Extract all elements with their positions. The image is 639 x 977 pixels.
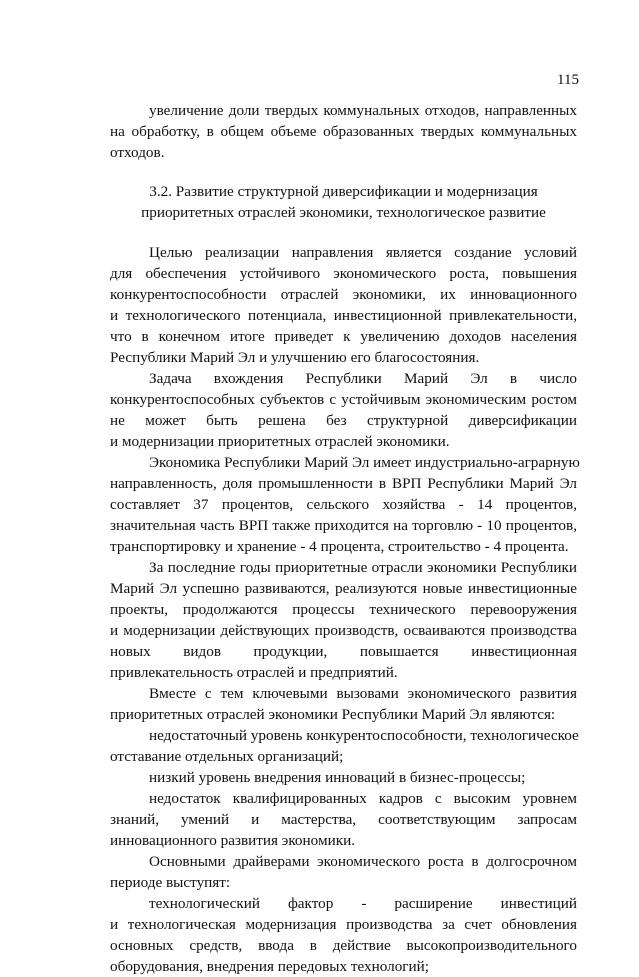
text-line: низкий уровень внедрения инноваций в бизнес-процессы; [149,769,526,786]
text-line: на обработку, в общем объеме образованных твердых коммунальных [110,123,577,140]
text-line: что в конечном итоге приведет к увеличению доходов населения [110,328,577,345]
section-heading-line: приоритетных отраслей экономики, технологическое развитие [141,204,546,221]
text-line: технологический фактор - расширение инвестиций [149,895,577,912]
text-line: для обеспечения устойчивого экономического роста, повышения [110,265,577,282]
text-line: недостаточный уровень конкурентоспособности, технологическое [149,727,579,744]
text-line: Экономика Республики Марий Эл имеет индустриально-аграрную [149,454,580,471]
text-line: не может быть решена без структурной диверсификации [110,412,577,429]
text-line: увеличение доли твердых коммунальных отходов, направленных [149,102,577,119]
text-line: Основными драйверами экономического роста в долгосрочном [149,853,577,870]
text-line: Вместе с тем ключевыми вызовами экономического развития [149,685,577,702]
text-line: конкурентоспособности отраслей экономики, их инновационного [110,286,577,303]
text-line: периоде выступят: [110,874,231,891]
text-line: составляет 37 процентов, сельского хозяйства - 14 процентов, [110,496,577,513]
document-body [110,100,580,977]
text-line: значительная часть ВРП также приходится на торговлю - 10 процентов, [110,517,577,534]
text-line: привлекательность отраслей и предприятий. [110,664,398,681]
text-line: приоритетных отраслей экономики Республики Марий Эл являются: [110,706,556,723]
page-number: 115 [557,72,579,88]
text-line: отставание отдельных организаций; [110,748,344,765]
section-heading-line: 3.2. Развитие структурной диверсификации и модернизация [149,183,538,200]
text-line: Республики Марий Эл и улучшению его благосостояния. [110,349,480,366]
text-line: новых видов продукции, повышается инвестиционная [110,643,577,660]
text-line: конкурентоспособных субъектов с устойчивым экономическим ростом [110,391,577,408]
text-line: транспортировку и хранение - 4 процента, строительство - 4 процента. [110,538,569,555]
text-line: основных средств, ввода в действие высокопроизводительного [110,937,577,954]
text-line: недостаток квалифицированных кадров с высоким уровнем [149,790,577,807]
text-line: Задача вхождения Республики Марий Эл в число [149,370,577,387]
text-line: и модернизации приоритетных отраслей экономики. [110,433,450,450]
text-line: направленность, доля промышленности в ВРП Республики Марий Эл [110,475,577,492]
text-line: отходов. [110,144,165,161]
text-line: Марий Эл успешно развиваются, реализуются новые инвестиционные [110,580,577,597]
text-line: знаний, умений и мастерства, соответствующим запросам [110,811,577,828]
text-line: Целью реализации направления является создание условий [149,244,577,261]
text-line: и модернизации действующих производств, осваиваются производства [110,622,577,639]
text-line: оборудования, внедрения передовых технологий; [110,958,430,975]
text-line: проекты, продолжаются процессы технического перевооружения [110,601,577,618]
text-line: За последние годы приоритетные отрасли экономики Республики [149,559,577,576]
text-line: и технологическая модернизация производства за счет обновления [110,916,577,933]
text-line: и технологического потенциала, инвестиционной привлекательности, [110,307,577,324]
text-line: инновационного развития экономики. [110,832,356,849]
